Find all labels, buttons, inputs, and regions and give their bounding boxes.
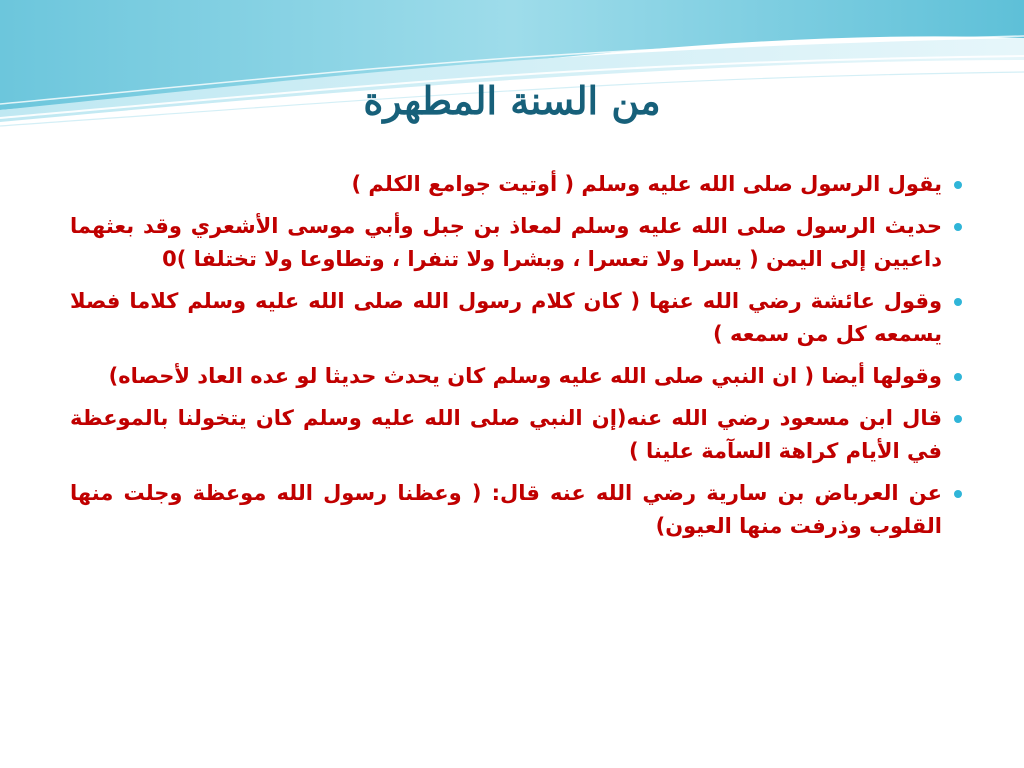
list-item	[70, 402, 942, 468]
list-item-text: وقول عائشة رضي الله عنها ( كان كلام رسول الله صلى الله عليه وسلم كلاما فصلا يسمعه كل من سمعه )	[70, 289, 942, 346]
bullet-dot-icon	[954, 415, 962, 423]
bullet-dot-icon	[954, 223, 962, 231]
list-item-text: وقولها أيضا ( ان النبي صلى الله عليه وسلم كان يحدث حديثا لو عده العاد لأحصاه)	[108, 364, 942, 388]
list-item-text: يقول الرسول صلى الله عليه وسلم ( أوتيت جوامع الكلم )	[351, 172, 942, 196]
bullet-list	[70, 168, 942, 552]
list-item	[70, 168, 942, 201]
slide-title: من السنة المطهرة	[363, 78, 661, 123]
list-item	[70, 360, 942, 393]
bullet-dot-icon	[954, 298, 962, 306]
bullet-dot-icon	[954, 490, 962, 498]
list-item	[70, 285, 942, 351]
list-item-text: عن العرباض بن سارية رضي الله عنه قال: ( وعظنا رسول الله موعظة وجلت منها القلوب وذرفت منها العيون)	[70, 481, 942, 538]
list-item-text: حديث الرسول صلى الله عليه وسلم لمعاذ بن جبل وأبي موسى الأشعري وقد بعثهما داعيين إلى اليمن ( يسرا ولا تعسرا ، وبشرا ولا تنفرا ، وتطاوعا ولا تختلفا )0	[70, 214, 942, 271]
list-item-text: قال ابن مسعود رضي الله عنه(إن النبي صلى الله عليه وسلم كان يتخولنا بالموعظة في الأيام كراهة السآمة علينا )	[70, 406, 942, 463]
bullet-dot-icon	[954, 373, 962, 381]
bullet-dot-icon	[954, 181, 962, 189]
list-item	[70, 477, 942, 543]
list-item	[70, 210, 942, 276]
